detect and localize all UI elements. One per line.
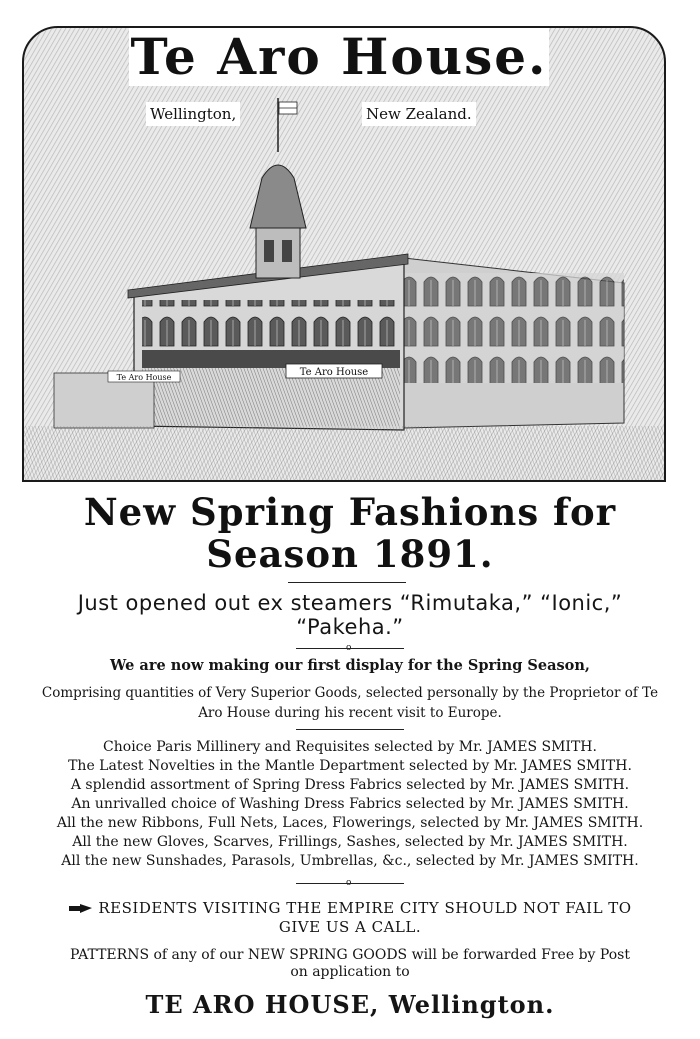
list-item: The Latest Novelties in the Mantle Department selected by Mr. JAMES SMITH. [68,758,632,774]
footer-signature: TE ARO HOUSE, Wellington. [145,990,555,1019]
store-title-plate [129,28,549,86]
steamers-line-1: Just opened out ex steamers “Rimutaka,” “Ionic,” [77,591,623,615]
headline-line-2: Season 1891. [206,532,494,576]
list-item: All the new Sunshades, Parasols, Umbrellas, &c., selected by Mr. JAMES SMITH. [61,853,639,869]
divider-rule [288,582,406,583]
store-title: Te Aro House. [130,27,548,86]
list-item: An unrivalled choice of Washing Dress Fabrics selected by Mr. JAMES SMITH. [71,796,629,812]
list-item: Choice Paris Millinery and Requisites selected by Mr. JAMES SMITH. [103,739,597,755]
divider-rule [296,729,404,730]
notice-text: RESIDENTS VISITING THE EMPIRE CITY SHOULD NOT FAIL TO [98,899,632,917]
building-sign-side: Te Aro House [116,373,172,382]
display-line-3: Aro House during his recent visit to Europe. [198,705,502,721]
display-line-1: We are now making our first display for the Spring Season, [110,657,590,674]
divider-mark: o [346,643,352,653]
display-line-2: Comprising quantities of Very Superior Goods, selected personally by the Proprietor of Te [41,685,659,701]
building-sign-main: Te Aro House [299,367,369,378]
notice-line-1 [0,898,700,918]
location-country: New Zealand. [362,102,476,126]
pointing-hand-icon [68,903,94,915]
list-item: All the new Gloves, Scarves, Frillings, Sashes, selected by Mr. JAMES SMITH. [72,834,628,850]
list-item: A splendid assortment of Spring Dress Fabrics selected by Mr. JAMES SMITH. [70,777,630,793]
steamers-line-2: “Pakeha.” [296,615,404,639]
list-item: All the new Ribbons, Full Nets, Laces, Flowerings, selected by Mr. JAMES SMITH. [56,815,644,831]
notice-line-2: GIVE US A CALL. [278,918,422,936]
headline-line-1: New Spring Fashions for [83,490,617,534]
divider-mark: o [346,878,352,888]
building-engraving [22,26,666,482]
location-city: Wellington, [146,102,240,126]
patterns-line-2: on application to [290,964,410,980]
building-illustration [24,28,664,480]
patterns-line-1: PATTERNS of any of our NEW SPRING GOODS will be forwarded Free by Post [70,947,630,963]
